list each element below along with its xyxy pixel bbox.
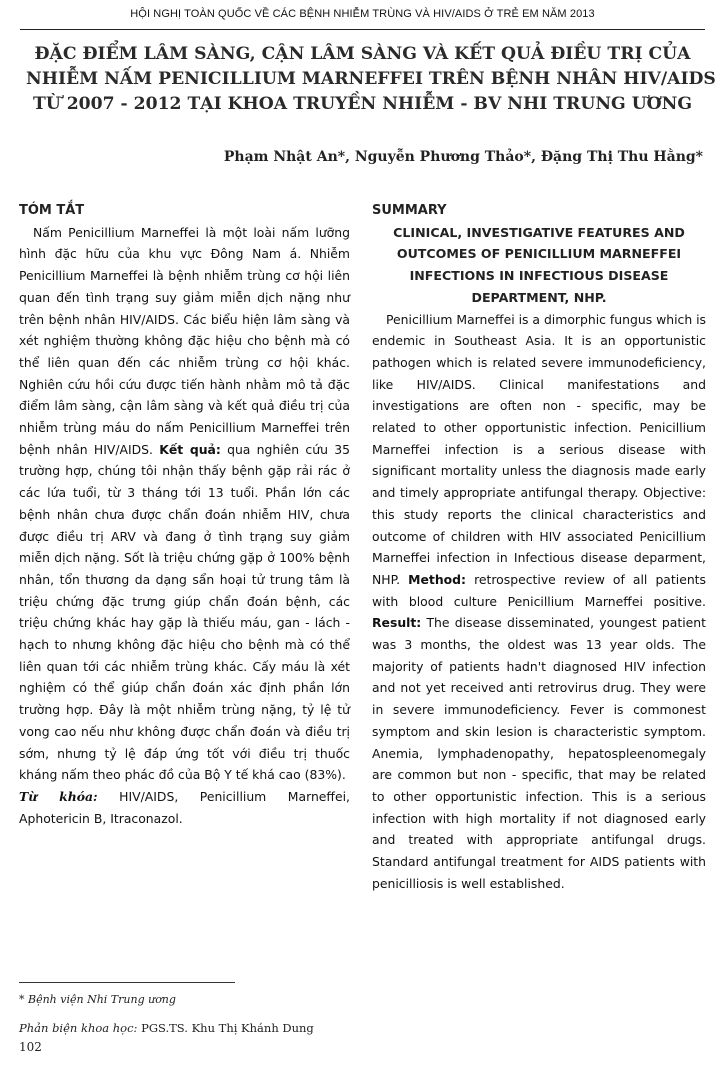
en-result-label: Result: [372, 615, 422, 631]
en-abstract-text-3: The disease disseminated, youngest patient was 3 months, the oldest was 13 year olds. The majority of patients hadn't diagnosed HIV infection and not yet received anti retrovirus drug. They were in severe immunodeficiency. Fever is commonest symptom and skin lesion is characteristic symptom. Anemia, lymphadenopathy, hepatospleenomegaly are common but non - specific, that may be related to other opportunistic infection. This is a serious infection with high mortality if not diagnosed early and treated with appropriate antifungal drugs. Standard antifungal treatment for AIDS patients with penicilliosis is well established. [372, 615, 706, 891]
title-line-2: NHIỄM NẤM PENICILLIUM MARNEFFEI TRÊN BỆNH NHÂN HIV/AIDS [26, 69, 716, 89]
page-number: 102 [19, 1040, 42, 1054]
title-line-1: ĐẶC ĐIỂM LÂM SÀNG, CẬN LÂM SÀNG VÀ KẾT QUẢ ĐIỀU TRỊ CỦA [34, 44, 691, 64]
footnote-divider [19, 982, 235, 983]
en-abstract-text-2: retrospective review of all patients with blood culture Penicillium Marneffei positive. [372, 571, 706, 609]
vi-result-label: Kết quả: [159, 441, 221, 457]
header-divider [20, 29, 705, 30]
vi-keywords-text: HIV/AIDS, Penicillium Marneffei, Aphotericin B, Itraconazol. [19, 788, 350, 826]
running-header: HỘI NGHỊ TOÀN QUỐC VỀ CÁC BỆNH NHIỄM TRÙNG VÀ HIV/AIDS Ở TRẺ EM NĂM 2013 [130, 8, 595, 20]
vi-abstract-heading: TÓM TẮT [19, 203, 85, 218]
en-abstract-text-1: Penicillium Marneffei is a dimorphic fungus which is endemic in Southeast Asia. It is an opportunistic pathogen which is related severe immunodeficiency, like HIV/AIDS. Clinical manifestations and investigations are often non - specific, may be related to other opportunistic infection. Penicillium Marneffei infection is a serious disease with significant mortality unless the diagnosis made early and timely appropriate antifungal therapy. Objective: this study reports the clinical characteristics and outcome of children with HIV associated Penicillium Marneffei infection in Infectious disease deparment, NHP. [372, 311, 707, 587]
vi-abstract-body [19, 222, 350, 786]
en-paper-title: CLINICAL, INVESTIGATIVE FEATURES AND OUTCOMES OF PENICILLIUM MARNEFFEI INFECTIONS IN INFECTIOUS DISEASE DEPARTMENT, NHP. [393, 224, 685, 305]
reviewer-label: Phản biện khoa học: [19, 1021, 138, 1035]
vi-abstract-text-2: qua nghiên cứu 35 trường hợp, chúng tôi nhận thấy bệnh gặp rải rác ở các lứa tuổi, từ 3 tháng tới 13 tuổi. Phần lớn các bệnh nhân chưa được chẩn đoán nhiễm HIV, chưa được điều trị ARV và đang ở tình trạng suy giảm miễn dịch nặng. Sốt là triệu chứng gặp ở 100% bệnh nhân, tổn thương da dạng sẩn hoại tử trung tâm là triệu chứng đặc trưng giúp chẩn đoán bệnh, các triệu chứng khác hay gặp là thiếu máu, gan - lách - hạch to nhưng không đặc hiệu cho bệnh mà có thể liên quan tới các nhiễm trùng khác. Cấy máu là xét nghiệm có thể giúp chẩn đoán xác định phần lớn trường hợp. Đây là một nhiễm trùng nặng, tỷ lệ tử vong cao nếu như không được chẩn đoán và điều trị sớm, nhưng tỷ lệ đáp ứng tốt với điều trị thuốc kháng nấm theo phác đồ của Bộ Y tế khá cao (83%). [19, 441, 350, 783]
vietnamese-abstract [19, 200, 350, 829]
en-method-label: Method: [408, 571, 466, 587]
affiliation-footnote: * Bệnh viện Nhi Trung ương [19, 993, 176, 1006]
vi-keywords [19, 786, 350, 829]
paper-title [26, 42, 716, 117]
en-abstract-heading: SUMMARY [372, 203, 447, 218]
english-abstract [372, 200, 706, 895]
title-line-3: TỪ 2007 - 2012 TẠI KHOA TRUYỀN NHIỄM - BV NHI TRUNG ƯƠNG [32, 94, 693, 114]
reviewer-name: PGS.TS. Khu Thị Khánh Dung [141, 1021, 314, 1035]
vi-keywords-label: Từ khóa: [19, 788, 98, 804]
reviewer-note [19, 1021, 314, 1035]
author-list: Phạm Nhật An*, Nguyễn Phương Thảo*, Đặng Thị Thu Hằng* [223, 149, 703, 165]
vi-abstract-text-1: Nấm Penicillium Marneffei là một loài nấm lưỡng hình đặc hữu của khu vực Đông Nam á. Nhiễm Penicillium Marneffei là bệnh nhiễm trùng cơ hội liên quan đến tình trạng suy giảm miễn dịch nặng như trên bệnh nhân HIV/AIDS. Các biểu hiện lâm sàng và xét nghiệm thường không đặc hiệu cho bệnh mà có thể liên quan đến các nhiễm trùng cơ hội khác. Nghiên cứu hồi cứu được tiến hành nhằm mô tả đặc điểm lâm sàng, cận lâm sàng và kết quả điều trị của nhiễm trùng máu do nấm Penicillium Marneffei trên bệnh nhân HIV/AIDS. [19, 224, 350, 457]
en-abstract-body [372, 309, 706, 895]
